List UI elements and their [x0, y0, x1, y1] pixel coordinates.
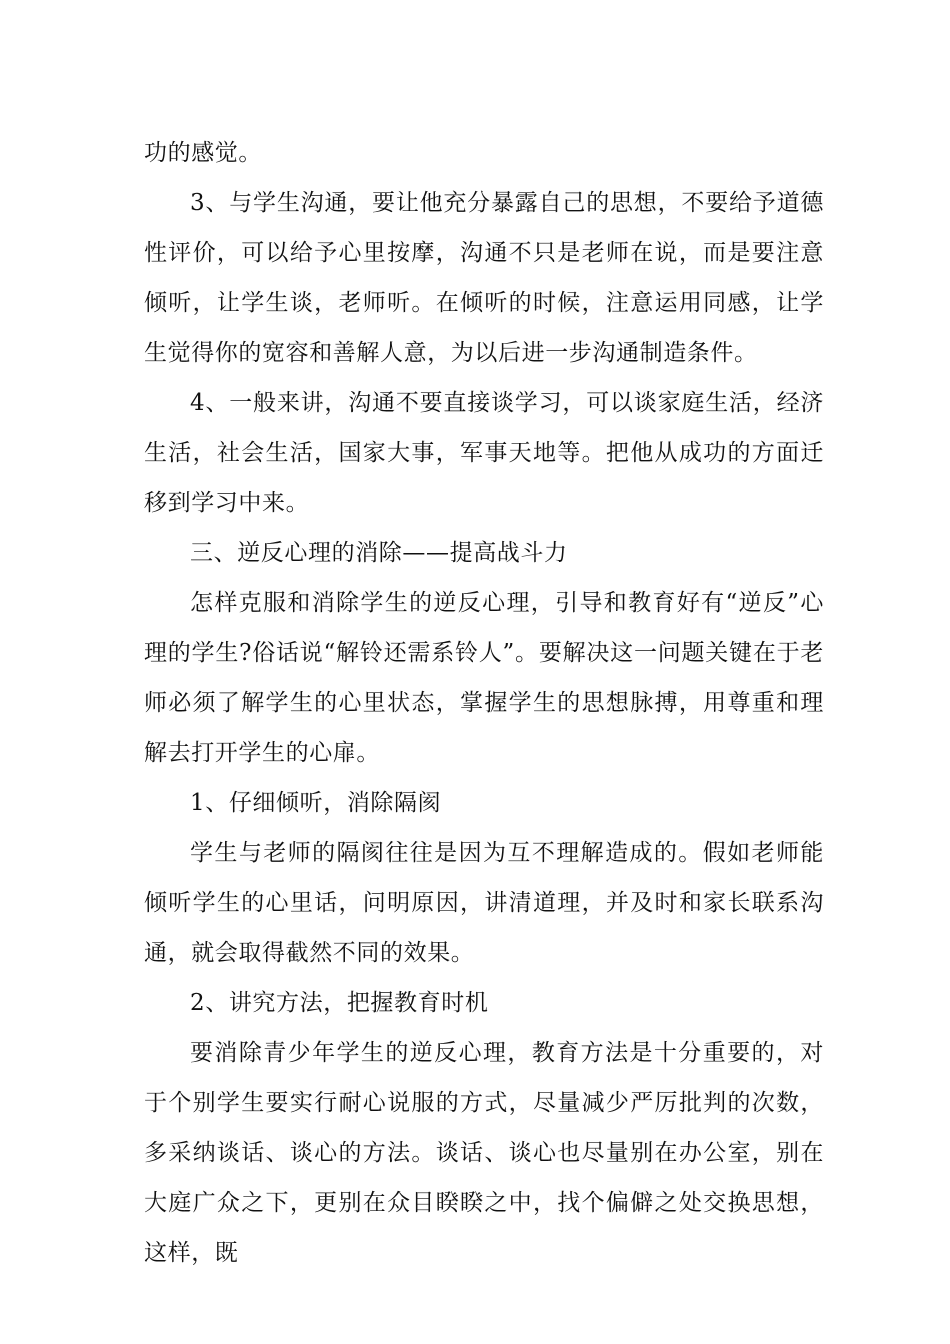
paragraph-methods: 要消除青少年学生的逆反心理，教育方法是十分重要的，对于个别学生要实行耐心说服的方式，尽量减少严厉批判的次数，多采纳谈话、谈心的方法。谈话、谈心也尽量别在办公室，别在大庭广众之下，更别在众目睽睽之中，找个偏僻之处交换思想，这样，既: [144, 1040, 824, 1266]
paragraph-item-4: 4、一般来讲，沟通不要直接谈学习，可以谈家庭生活，经济生活，社会生活，国家大事，军事天地等。把他从成功的方面迁移到学习中来。: [144, 390, 824, 516]
paragraph-listening: 学生与老师的隔阂往往是因为互不理解造成的。假如老师能倾听学生的心里话，问明原因，讲清道理，并及时和家长联系沟通，就会取得截然不同的效果。: [144, 840, 824, 966]
subheading-2: 2、讲究方法，把握教育时机: [190, 990, 489, 1016]
document-body: [144, 128, 824, 1278]
paragraph-intro: 怎样克服和消除学生的逆反心理，引导和教育好有“逆反”心理的学生?俗话说“解铃还需系铃人”。要解决这一问题关键在于老师必须了解学生的心里状态，掌握学生的思想脉搏，用尊重和理解去打开学生的心扉。: [144, 590, 824, 766]
paragraph-item-3: 3、与学生沟通，要让他充分暴露自己的思想，不要给予道德性评价，可以给予心里按摩，沟通不只是老师在说，而是要注意倾听，让学生谈，老师听。在倾听的时候，注意运用同感，让学生觉得你的宽容和善解人意，为以后进一步沟通制造条件。: [144, 190, 824, 366]
paragraph-continuation: 功的感觉。: [144, 140, 262, 166]
section-heading-3: 三、逆反心理的消除——提高战斗力: [190, 540, 568, 566]
subheading-1: 1、仔细倾听，消除隔阂: [190, 790, 442, 816]
